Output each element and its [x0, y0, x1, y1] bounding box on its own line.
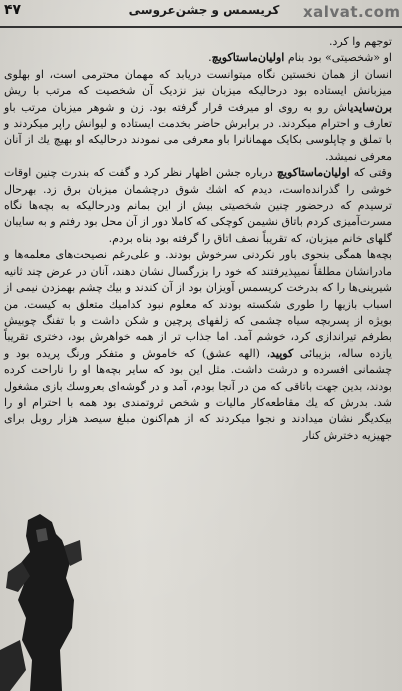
body-text [4, 34, 392, 444]
paragraph [4, 50, 392, 66]
paragraph-text: ، (الهه عشق) که خاموش و متفکر ورنگ پریده بود و چشمانی افسرده و درشت داشت. مثل این بود که سایر بچه‌ها او را ناراحت کرده بودند، بدین جهت باتاقی که من در آنجا بودم، آمد و در گوشه‌ای بعروسك بازی مشغول شد. بدرش که یك مقاطعه‌کار مالیات و شخص ثروتمندی بود همه با احترام او را بیکدیگر نشان میدادند و نجوا میکردند که از هم‌اکنون مبلغ سیصد هزار روبل برای جهیزیه دخترش کنار [4, 346, 392, 442]
paragraph-text: انسان از همان نخستین نگاه میتوانست دریابد که مهمان محترمی است، او بهلوی میزبانش ایستاده بود درحالیکه میزبان نیز نزدیک آن شخصیت که مرتب با ریش [4, 67, 392, 98]
paragraph [4, 34, 392, 50]
bold-name-text: اولیان‌ماستاکویچ [211, 51, 285, 65]
paragraph-text: او «شخصیتی» بود بنام [284, 51, 392, 65]
running-head [0, 0, 402, 24]
paragraph-text: بچه‌ها همگی بنحوی باور نکردنی سرخوش بودند. و علی‌رغم نصیحت‌های معلمه‌ها و مادرانشان مطلقاً نمیپذیرفتند که خود را بزرگسال نشان دهند، آنان در عرض چند ثانیه شیرینی‌ها را که بدرخت کریسمس آویزان بود از آن کندند و بیك چشم بهمزدن نیمی از اسباب بازیها را طوری شکسته بودند که معلوم نبود کدامیك متعلق به کیست. من بویژه از پسربچه سیاه چشمی که زلفهای پرچین و شکن داشت و با تفنگ چوبیش بطرفم تیراندازی کرد، خوشم آمد. اما جذاب تر از همه خواهرش بود، دختری تقریباً یازده ساله، بزیبائی [4, 248, 392, 360]
paragraph-text: اش رو به روی او میرفت قرار گرفته بود. زن و شوهر میزبان مرتب باو تعارف و احترام میکردند. در برابرش حاضر بخدمت ایستاده و لیوانش راپر میکردند و با تملق و چاپلوسی بکایک مهمانانرا باو معرفی می نمودند درحالیکه او بهیچ یك از آنان معرفی نمیشد. [4, 100, 392, 163]
watermark: xalvat.com [303, 3, 401, 21]
bold-name-text: اولیان‌ماستاکویچ [276, 166, 350, 180]
paragraph-text: وقتی که [349, 166, 393, 180]
bold-name-text: کوپید [270, 346, 294, 360]
page-number: ۴۷ [4, 2, 22, 18]
vignette-illustration [0, 500, 82, 691]
bold-name-text: برن‌سایدی [350, 100, 392, 114]
paragraph-text: درباره جشن اظهار نظر کرد و گفت که بندرت چنین اوقات خوشی را گذرانده‌است، دیدم که اشك شوق درچشمان میزبان برق زد. بهرحال ترسیدم که درحضور چنین شخصیتی بیش از این بمانم ودرحالیکه به بچه‌ها نگاه مسرت‌آمیزی کردم باتاق نشیمن کوچکی که کاملا دور از آن محل بود رفتم و به سایبان گلهای خانم میزبان، که تقریباً نصف اتاق را گرفته بود بناه بردم. [4, 166, 392, 245]
paragraph-text: . [208, 51, 212, 65]
paragraph [4, 165, 392, 247]
paragraph [4, 67, 392, 165]
paragraph-text: توجهم وا کرد. [329, 35, 392, 48]
running-head-title: کریسمس و جشن‌عروسی [128, 3, 280, 17]
paragraph [4, 247, 392, 444]
header-rule [0, 26, 402, 28]
